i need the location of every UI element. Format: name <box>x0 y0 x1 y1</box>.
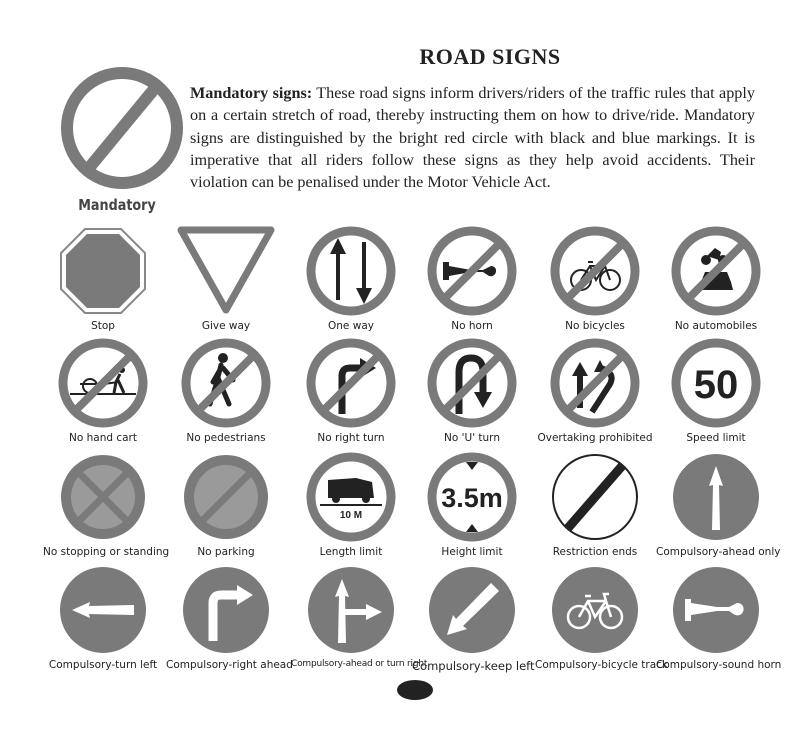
mandatory-label: Mandatory <box>78 196 156 214</box>
sign-no-bicycles <box>535 226 655 332</box>
no-parking-icon <box>181 452 271 542</box>
restriction-ends-icon <box>550 452 640 542</box>
sign-no-pedestrians <box>166 338 286 444</box>
sign-length-limit <box>291 452 411 558</box>
sign-label: Compulsory-keep left <box>412 659 535 673</box>
sign-no-horn <box>412 226 532 332</box>
stop-sign-icon <box>58 226 148 316</box>
sign-restriction-ends <box>535 452 655 558</box>
overtaking-prohibited-icon <box>550 338 640 428</box>
ahead-only-icon <box>671 452 761 542</box>
right-ahead-icon <box>181 565 271 655</box>
no-horn-icon <box>427 226 517 316</box>
speed-value: 50 <box>693 363 739 407</box>
sign-label: Restriction ends <box>552 546 638 558</box>
no-u-turn-icon <box>427 338 517 428</box>
no-hand-cart-icon <box>58 338 148 428</box>
no-bicycles-icon <box>550 226 640 316</box>
sign-label: Length limit <box>319 546 383 558</box>
sign-no-right-turn <box>291 338 411 444</box>
sign-label: No pedestrians <box>186 432 266 444</box>
sign-label: No hand cart <box>68 432 137 444</box>
sign-keep-left <box>412 565 535 673</box>
sign-ahead-or-right <box>291 565 428 669</box>
give-way-icon <box>177 226 275 316</box>
sign-no-parking <box>166 452 286 558</box>
sign-label: Compulsory-bicycle track <box>535 659 669 671</box>
sign-right-ahead <box>166 565 293 671</box>
intro-paragraph <box>190 82 755 193</box>
sign-no-automobiles <box>656 226 776 332</box>
sign-label: Height limit <box>441 546 503 558</box>
ahead-or-right-icon <box>306 565 396 655</box>
sign-no-stopping <box>43 452 170 558</box>
sign-label: Overtaking prohibited <box>537 432 653 444</box>
sign-label: Compulsory-turn left <box>48 659 158 671</box>
sign-turn-left <box>43 565 163 671</box>
speed-limit-icon <box>671 338 761 428</box>
sign-label: Give way <box>201 320 251 332</box>
sign-bicycle-track <box>535 565 669 671</box>
sign-stop <box>43 226 163 332</box>
no-right-turn-icon <box>306 338 396 428</box>
sign-label: Stop <box>91 320 115 332</box>
sign-label: No bicycles <box>565 320 625 332</box>
sign-no-u-turn <box>412 338 532 444</box>
sign-one-way <box>291 226 411 332</box>
sign-label: No stopping or standing <box>43 546 170 558</box>
length-limit-icon <box>306 452 396 542</box>
sign-label: Speed limit <box>686 432 746 444</box>
sign-label: No horn <box>451 320 493 332</box>
intro-text: These road signs inform drivers/riders of the traffic rules that apply on a certain stretch of road, thereby instructing them on how to drive/ride. Mandatory signs are distinguished by the bright red circle with black and blue markings. It is imperative that all riders follow these signs as they help avoid accidents. Their violation can be penalised under the Motor Vehicle Act. <box>190 84 755 192</box>
page-number-badge <box>397 680 433 700</box>
sign-no-hand-cart <box>43 338 163 444</box>
sign-label: No right turn <box>317 432 385 444</box>
sign-sound-horn <box>656 565 782 671</box>
sign-give-way <box>166 226 286 332</box>
sign-label: Compulsory-ahead or turn right <box>291 659 428 669</box>
page-title: ROAD SIGNS <box>419 44 561 69</box>
sign-label: No 'U' turn <box>444 432 500 444</box>
height-limit-icon <box>427 452 517 542</box>
sign-label: No parking <box>197 546 255 558</box>
one-way-icon <box>306 226 396 316</box>
intro-heading: Mandatory signs: <box>190 84 313 102</box>
no-stopping-icon <box>58 452 148 542</box>
sign-label: Compulsory-right ahead <box>166 659 293 671</box>
length-value: 10 M <box>339 510 363 521</box>
mandatory-sign-icon <box>60 66 184 190</box>
bicycle-track-icon <box>550 565 640 655</box>
keep-left-icon <box>427 565 517 655</box>
sign-overtaking-prohibited <box>535 338 655 444</box>
sign-label: Compulsory-ahead only <box>656 546 781 558</box>
height-value: 3.5m <box>441 483 503 513</box>
sound-horn-icon <box>671 565 761 655</box>
turn-left-icon <box>58 565 148 655</box>
sign-label: Compulsory-sound horn <box>656 659 782 671</box>
no-pedestrians-icon <box>181 338 271 428</box>
sign-height-limit <box>412 452 532 558</box>
sign-label: One way <box>328 320 374 332</box>
sign-ahead-only <box>656 452 781 558</box>
sign-speed-limit <box>656 338 776 444</box>
no-automobiles-icon <box>671 226 761 316</box>
sign-label: No automobiles <box>674 320 758 332</box>
